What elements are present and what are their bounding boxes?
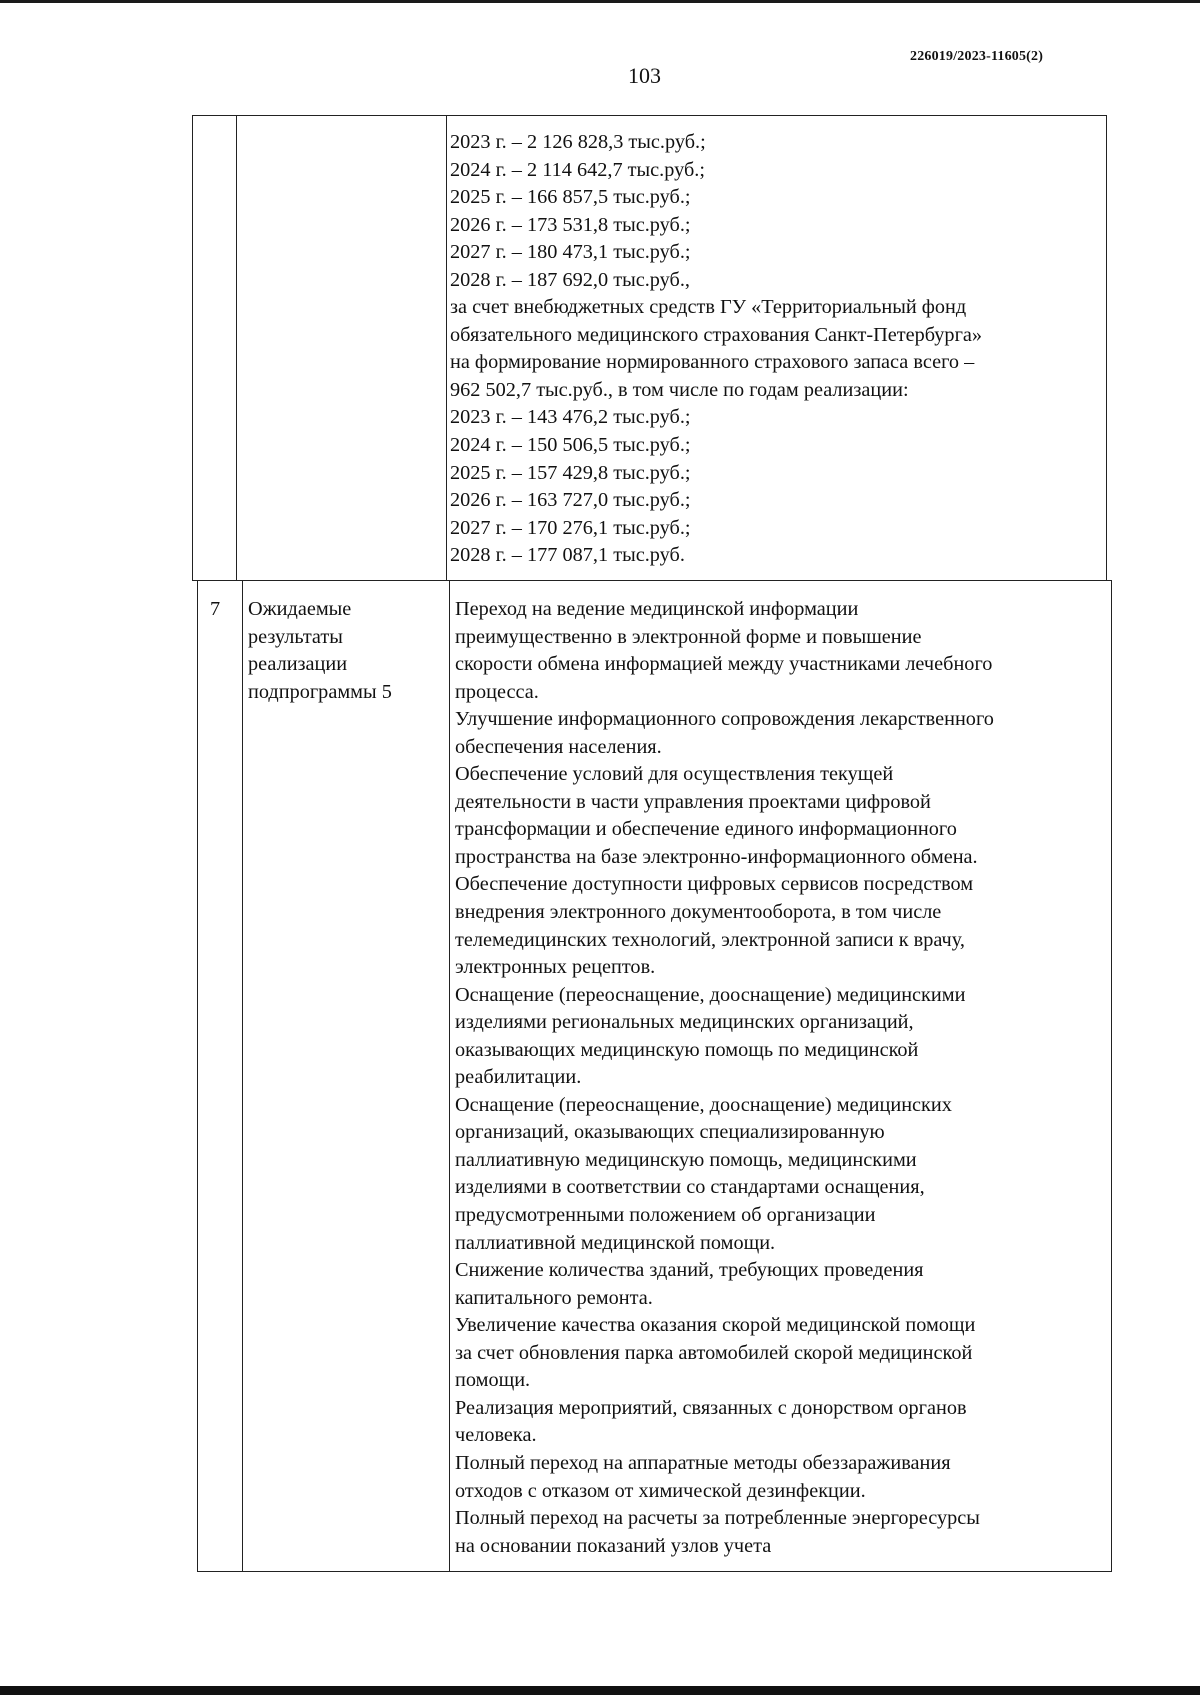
result-line: пространства на базе электронно-информационного обмена.: [455, 845, 978, 868]
result-line: помощи.: [455, 1369, 531, 1392]
table-continuation-row: [192, 115, 1107, 581]
result-line: обеспечения населения.: [455, 735, 662, 758]
result-line: предусмотренными положением об организации: [455, 1204, 876, 1227]
result-line: трансформации и обеспечение единого информационного: [455, 818, 957, 841]
result-line: человека.: [455, 1424, 537, 1447]
result-line: Обеспечение доступности цифровых сервисов посредством: [455, 873, 974, 896]
result-line: Улучшение информационного сопровождения лекарственного: [455, 708, 994, 731]
result-line: паллиативной медицинской помощи.: [455, 1231, 776, 1254]
row-label-line: Ожидаемые: [248, 598, 352, 620]
scan-edge-top: [0, 0, 1200, 3]
funding-line: 2027 г. – 170 276,1 тыс.руб.;: [450, 516, 691, 539]
column-divider-number: [242, 581, 243, 1571]
result-line: изделиями в соответствии со стандартами оснащения,: [455, 1176, 925, 1199]
result-line: преимущественно в электронной форме и повышение: [455, 625, 922, 648]
result-line: Полный переход на аппаратные методы обеззараживания: [455, 1451, 951, 1474]
result-line: отходов с отказом от химической дезинфекции.: [455, 1479, 866, 1502]
funding-line: 2026 г. – 163 727,0 тыс.руб.;: [450, 489, 691, 512]
result-line: телемедицинских технологий, электронной записи к врачу,: [455, 928, 965, 951]
row-label-line: реализации: [248, 653, 348, 676]
result-line: скорости обмена информацией между участниками лечебного: [455, 653, 993, 676]
table-row-7: [197, 580, 1112, 1572]
funding-line: 2027 г. – 180 473,1 тыс.руб.;: [450, 241, 691, 264]
column-divider-number: [236, 116, 237, 580]
result-line: изделиями региональных медицинских организаций,: [455, 1011, 914, 1034]
row-label-line: подпрограммы 5: [248, 680, 392, 703]
funding-line: 2023 г. – 143 476,2 тыс.руб.;: [450, 406, 691, 429]
funding-line: 2023 г. – 2 126 828,3 тыс.руб.;: [450, 131, 706, 153]
result-line: Полный переход на расчеты за потребленные энергоресурсы: [455, 1507, 980, 1530]
result-line: Переход на ведение медицинской информации: [455, 598, 859, 620]
result-line: оказывающих медицинскую помощь по медицинской: [455, 1038, 919, 1061]
row-label-line: результаты: [248, 625, 343, 648]
expected-results-cell: [455, 596, 994, 1560]
page-number: 103: [628, 63, 661, 88]
result-line: деятельности в части управления проектами цифровой: [455, 790, 931, 813]
funding-line: 2026 г. – 173 531,8 тыс.руб.;: [450, 213, 691, 236]
funding-line: 2024 г. – 150 506,5 тыс.руб.;: [450, 434, 691, 457]
funding-line: 2028 г. – 177 087,1 тыс.руб.: [450, 544, 685, 567]
column-divider-label: [449, 581, 450, 1571]
result-line: паллиативную медицинскую помощь, медицинскими: [455, 1148, 917, 1171]
funding-lines-cell: [450, 129, 982, 570]
result-line: Реализация мероприятий, связанных с донорством органов: [455, 1396, 967, 1419]
result-line: внедрения электронного документооборота, в том числе: [455, 901, 942, 924]
result-line: Увеличение качества оказания скорой медицинской помощи: [455, 1314, 976, 1337]
result-line: электронных рецептов.: [455, 956, 656, 979]
funding-line: 2025 г. – 157 429,8 тыс.руб.;: [450, 461, 691, 484]
result-line: процесса.: [455, 680, 539, 703]
result-line: Оснащение (переоснащение, дооснащение) медицинскими: [455, 983, 966, 1006]
scan-edge-bottom: [0, 1686, 1200, 1695]
funding-line: 2028 г. – 187 692,0 тыс.руб.,: [450, 268, 690, 291]
row-label-cell: [248, 596, 392, 706]
funding-line: на формирование нормированного страхового запаса всего –: [450, 351, 975, 374]
result-line: Обеспечение условий для осуществления текущей: [455, 763, 894, 786]
result-line: Снижение количества зданий, требующих проведения: [455, 1259, 924, 1282]
result-line: за счет обновления парка автомобилей скорой медицинской: [455, 1341, 973, 1364]
funding-line: 2024 г. – 2 114 642,7 тыс.руб.;: [450, 158, 705, 181]
result-line: на основании показаний узлов учета: [455, 1534, 772, 1557]
column-divider-label: [446, 116, 447, 580]
document-registration-number: 226019/2023-11605(2): [910, 49, 1044, 64]
result-line: реабилитации.: [455, 1066, 582, 1089]
result-line: капитального ремонта.: [455, 1286, 653, 1309]
result-line: Оснащение (переоснащение, дооснащение) медицинских: [455, 1093, 952, 1116]
result-line: организаций, оказывающих специализированную: [455, 1121, 885, 1144]
funding-line: 962 502,7 тыс.руб., в том числе по годам реализации:: [450, 378, 909, 401]
funding-line: за счет внебюджетных средств ГУ «Территориальный фонд: [450, 296, 967, 319]
funding-line: обязательного медицинского страхования Санкт-Петербурга»: [450, 323, 983, 346]
row-number: 7: [210, 598, 221, 620]
funding-line: 2025 г. – 166 857,5 тыс.руб.;: [450, 186, 691, 209]
